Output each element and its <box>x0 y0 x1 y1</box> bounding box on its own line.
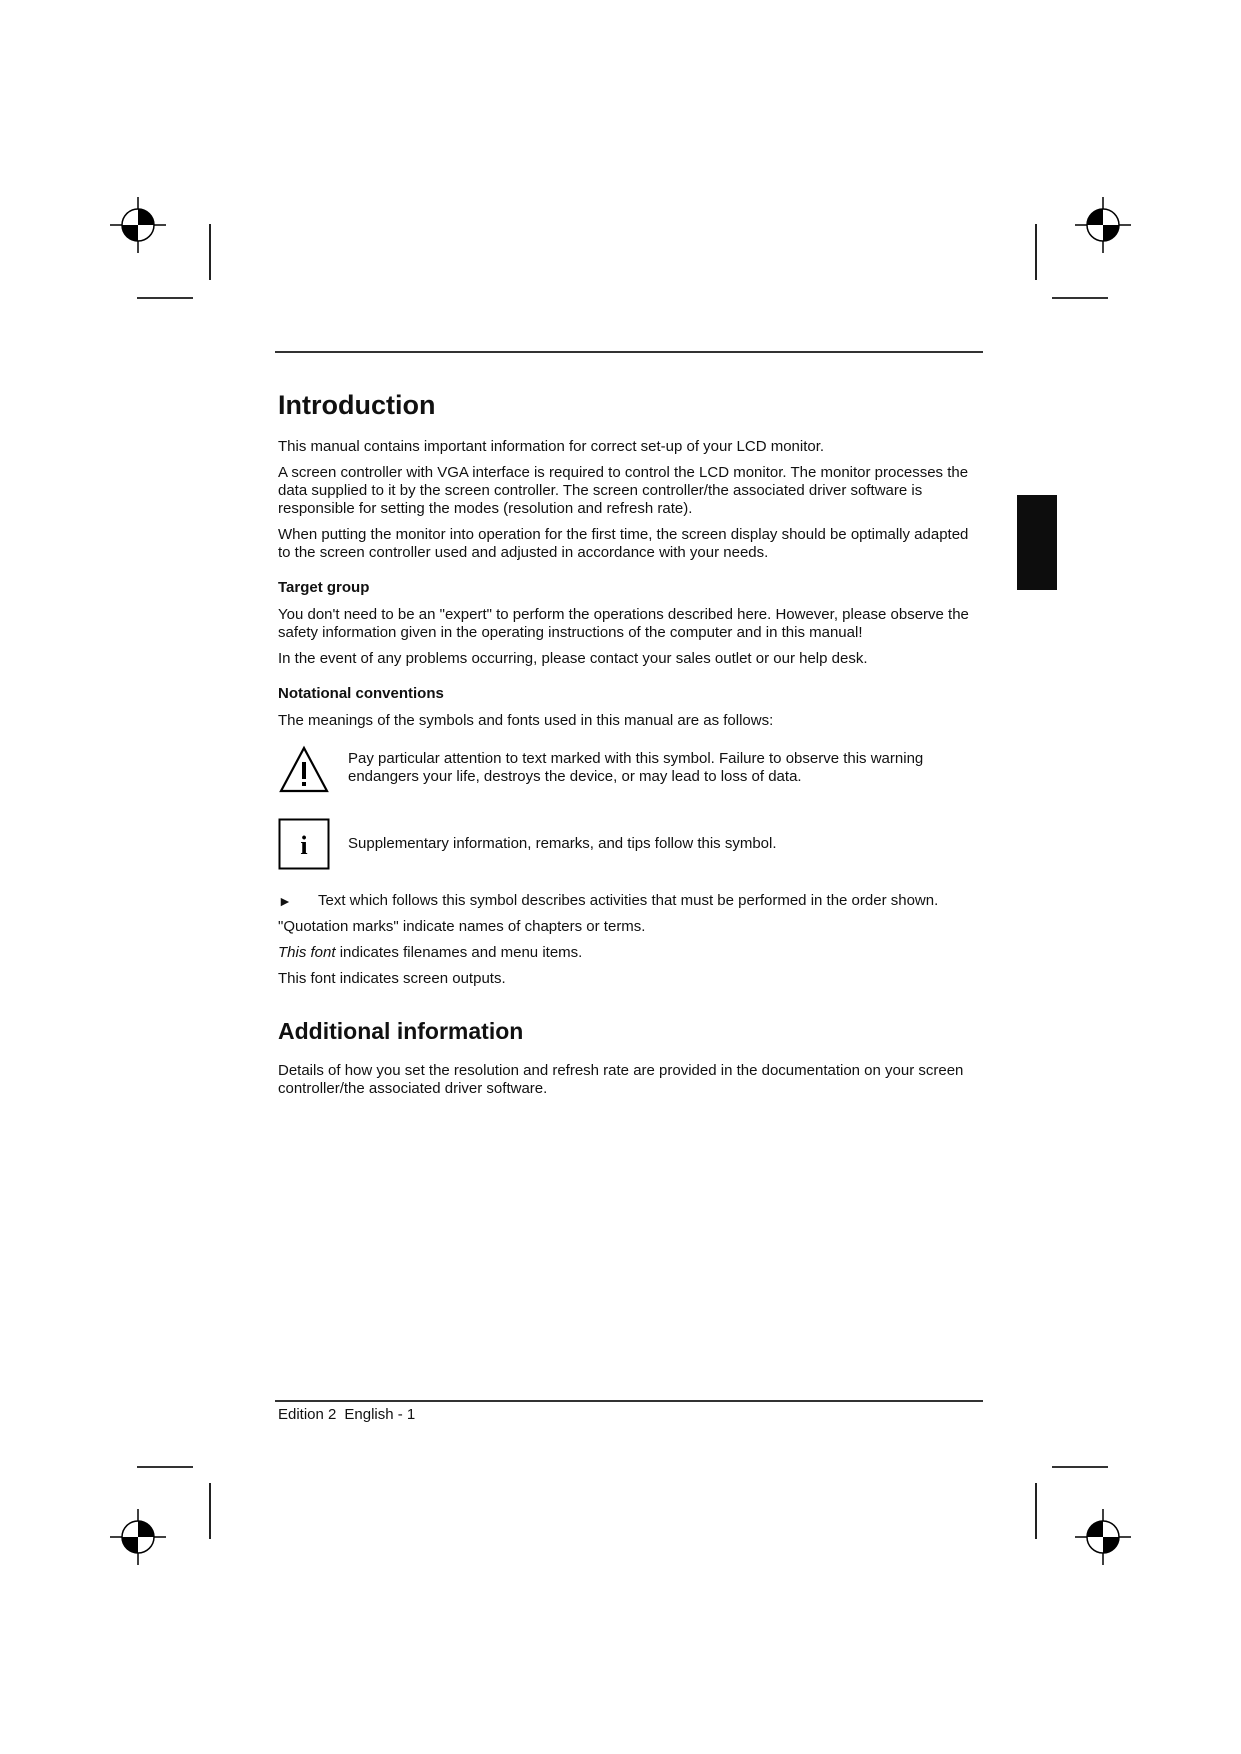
crop-line-top-right-vertical <box>1035 224 1037 280</box>
page-content <box>278 388 983 1106</box>
crop-line-top-left-vertical <box>209 224 211 280</box>
heading-additional-information: Additional information <box>278 1018 524 1044</box>
heading-target-group: Target group <box>278 579 370 596</box>
crop-line-bottom-right-horizontal <box>1052 1466 1108 1468</box>
intro-paragraph-2: A screen controller with VGA interface is required to control the LCD monitor. The monitor processes the data supplied to it by the screen controller. The screen controller/the associated driver software is responsible for setting the modes (resolution and refresh rate). <box>278 464 969 517</box>
italic-font-description: indicates filenames and menu items. <box>335 944 583 961</box>
crop-line-top-left-horizontal <box>137 297 193 299</box>
page-footer <box>278 1406 415 1424</box>
footer-rule <box>275 1400 983 1402</box>
heading-introduction: Introduction <box>278 390 436 420</box>
warning-notice <box>278 744 983 796</box>
registration-mark-bottom-right <box>1073 1507 1133 1567</box>
crop-line-bottom-left-horizontal <box>137 1466 193 1468</box>
chapter-thumb-tab <box>1017 495 1057 590</box>
conventions-intro: The meanings of the symbols and fonts used in this manual are as follows: <box>278 712 774 729</box>
registration-mark-top-right <box>1073 195 1133 255</box>
header-rule <box>275 351 983 353</box>
target-group-paragraph-1: You don't need to be an "expert" to perform the operations described here. However, please observe the safety information given in the operating instructions of the computer and in this manual! <box>278 606 969 641</box>
info-notice-text: Supplementary information, remarks, and tips follow this symbol. <box>348 835 777 852</box>
intro-paragraph-3: When putting the monitor into operation for the first time, the screen display should be optimally adapted to the screen controller used and adjusted in accordance with your needs. <box>278 526 969 561</box>
procedure-arrow-line <box>278 892 983 910</box>
crop-line-bottom-right-vertical <box>1035 1483 1037 1539</box>
heading-notational-conventions: Notational conventions <box>278 685 444 702</box>
quotation-marks-line: "Quotation marks" indicate names of chapters or terms. <box>278 918 646 935</box>
italic-font-line <box>278 944 983 962</box>
additional-paragraph-1: Details of how you set the resolution and refresh rate are provided in the documentation on your screen controller/the associated driver software. <box>278 1062 964 1097</box>
registration-mark-bottom-left <box>108 1507 168 1567</box>
warning-triangle-icon <box>278 744 330 796</box>
warning-notice-text: Pay particular attention to text marked with this symbol. Failure to observe this warning endangers your life, destroys the device, or may lead to loss of data. <box>348 750 924 785</box>
footer-edition: Edition 2 <box>278 1406 337 1423</box>
target-group-paragraph-2: In the event of any problems occurring, please contact your sales outlet or our help desk. <box>278 650 868 667</box>
intro-paragraph-1: This manual contains important information for correct set-up of your LCD monitor. <box>278 438 825 455</box>
arrow-bullet-text: Text which follows this symbol describes activities that must be performed in the order shown. <box>318 892 939 909</box>
screen-font-line: This font indicates screen outputs. <box>278 970 506 987</box>
arrow-bullet-icon: ► <box>278 893 292 909</box>
crop-line-bottom-left-vertical <box>209 1483 211 1539</box>
footer-page-number: English - 1 <box>344 1406 416 1423</box>
info-glyph: i <box>300 831 308 860</box>
info-box-icon <box>278 818 330 870</box>
registration-mark-top-left <box>108 195 168 255</box>
italic-font-sample: This font <box>278 944 336 961</box>
info-notice <box>278 818 983 870</box>
crop-line-top-right-horizontal <box>1052 297 1108 299</box>
